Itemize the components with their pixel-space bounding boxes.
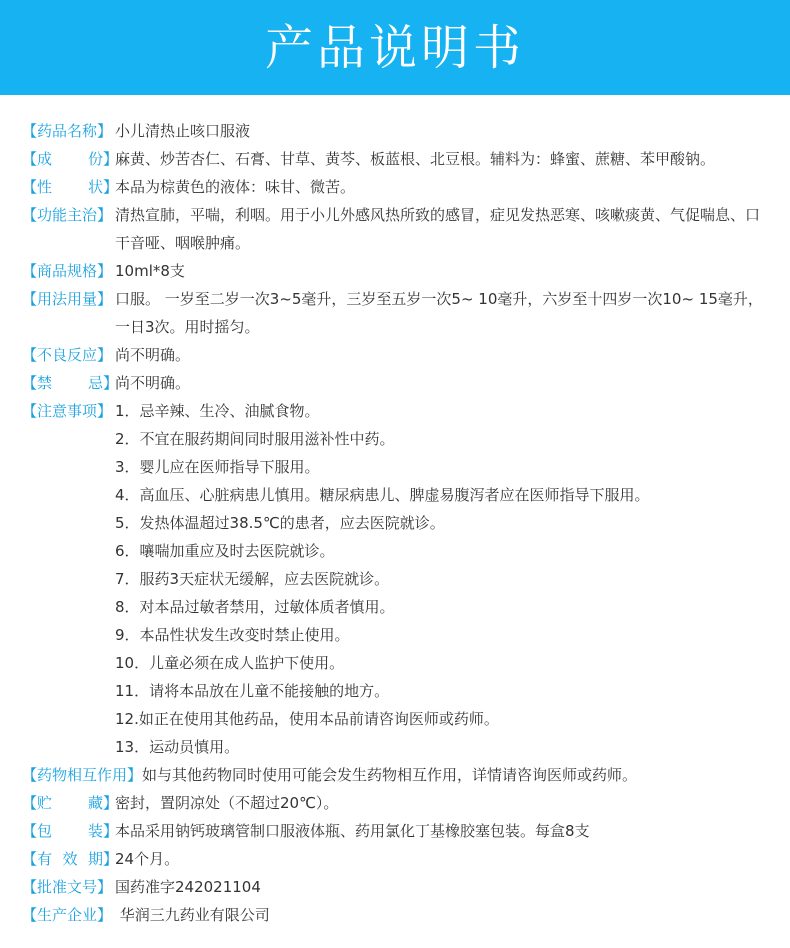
precaution-item: 1．忌辛辣、生冷、油腻食物。 [115, 402, 320, 420]
field-value: 清热宣肺，平喘，利咽。用于小儿外感风热所致的感冒，症见发热恶寒、咳嗽痰黄、气促喘息、口干音哑、咽喉肿痛。 [115, 206, 761, 252]
field-value: 口服。 一岁至二岁一次3~5毫升，三岁至五岁一次5~ 10毫升，六岁至十四岁一次10~ 15毫升，一日3次。用时摇匀。 [115, 290, 763, 336]
label-text [37, 845, 103, 873]
field-precautions [22, 397, 772, 425]
bracket-open: 【 [22, 878, 38, 896]
field-value: 麻黄、炒苦杏仁、石膏、甘草、黄芩、板蓝根、北豆根。辅料为：蜂蜜、蔗糖、苯甲酸钠。 [115, 150, 716, 168]
bracket-close: 】 [97, 878, 113, 896]
bracket-close: 】 [97, 122, 113, 140]
label-text [37, 789, 103, 817]
label-text: 用法用量 [37, 290, 98, 308]
field-label [22, 257, 115, 285]
bracket-open: 【 [22, 150, 38, 168]
precaution-item: 8．对本品过敏者禁用，过敏体质者慎用。 [115, 598, 395, 616]
bracket-close: 】 [103, 822, 119, 840]
bracket-open: 【 [22, 374, 38, 392]
precaution-item: 13．运动员慎用。 [115, 738, 240, 756]
label-char: 性 [37, 178, 53, 196]
label-text: 药物相互作用 [37, 766, 128, 784]
bracket-close: 】 [97, 262, 113, 280]
label-char: 包 [37, 822, 53, 840]
field-manufacturer [22, 901, 772, 929]
field-label [22, 201, 115, 257]
bracket-open: 【 [22, 850, 38, 868]
label-char: 禁 [37, 374, 53, 392]
precaution-item: 3．婴儿应在医师指导下服用。 [115, 458, 320, 476]
field-usage [22, 285, 772, 341]
label-text: 生产企业 [37, 906, 98, 924]
field-storage [22, 789, 772, 817]
bracket-open: 【 [22, 822, 38, 840]
precaution-item: 4．高血压、心脏病患儿慎用。糖尿病患儿、脾虚易腹泻者应在医师指导下服用。 [115, 486, 650, 504]
label-char: 状 [88, 178, 104, 196]
label-text: 批准文号 [37, 878, 98, 896]
header-banner [0, 0, 790, 95]
precaution-item: 7．服药3天症状无缓解，应去医院就诊。 [115, 570, 390, 588]
precautions-list [22, 425, 772, 761]
field-label [22, 117, 115, 145]
bracket-open: 【 [22, 290, 38, 308]
bracket-open: 【 [22, 122, 38, 140]
label-text: 商品规格 [37, 262, 98, 280]
field-value: 本品为棕黄色的液体：味甘、微苦。 [115, 178, 356, 196]
field-label [22, 285, 115, 341]
bracket-close: 】 [97, 402, 113, 420]
label-text [37, 817, 103, 845]
field-value: 24个月。 [115, 850, 180, 868]
bracket-close: 】 [97, 206, 113, 224]
label-text [37, 173, 103, 201]
label-char: 贮 [37, 794, 53, 812]
bracket-open: 【 [22, 402, 38, 420]
field-label [22, 761, 142, 789]
label-text: 不良反应 [37, 346, 98, 364]
precaution-item: 9．本品性状发生改变时禁止使用。 [115, 626, 350, 644]
precaution-item: 2．不宜在服药期间同时服用滋补性中药。 [115, 430, 395, 448]
label-text [37, 369, 103, 397]
label-char: 忌 [88, 374, 104, 392]
field-value: 10ml*8支 [115, 262, 185, 280]
field-drug-name [22, 117, 772, 145]
bracket-close: 】 [103, 374, 119, 392]
page-title: 产品说明书 [264, 19, 525, 76]
field-adverse-reactions [22, 341, 772, 369]
field-interactions [22, 761, 772, 789]
bracket-close: 】 [97, 290, 113, 308]
field-label [22, 397, 115, 425]
bracket-close: 】 [103, 150, 119, 168]
precaution-item: 10．儿童必须在成人监护下使用。 [115, 654, 345, 672]
field-value: 华润三九药业有限公司 [115, 906, 270, 924]
label-char: 成 [37, 150, 53, 168]
precaution-item: 5．发热体温超过38.5℃的患者，应去医院就诊。 [115, 514, 445, 532]
label-char: 期 [87, 850, 103, 868]
bracket-close: 】 [97, 906, 113, 924]
instructions-content [0, 95, 790, 929]
label-char: 藏 [88, 794, 104, 812]
field-label [22, 173, 119, 201]
field-value: 本品采用钠钙玻璃管制口服液体瓶、药用氯化丁基橡胶塞包装。每盒8支 [115, 822, 590, 840]
bracket-close: 】 [103, 178, 119, 196]
label-text: 药品名称 [37, 122, 98, 140]
field-label [22, 873, 115, 901]
field-label [22, 845, 119, 873]
field-value: 国药准字242021104 [115, 878, 261, 896]
bracket-open: 【 [22, 766, 38, 784]
label-char: 份 [88, 150, 104, 168]
field-label [22, 341, 115, 369]
bracket-close: 】 [103, 850, 119, 868]
bracket-open: 【 [22, 178, 38, 196]
field-label [22, 145, 119, 173]
field-package [22, 817, 772, 845]
field-spec [22, 257, 772, 285]
precaution-item: 12.如正在使用其他药品，使用本品前请咨询医师或药师。 [115, 710, 499, 728]
field-value: 密封，置阴凉处（不超过20℃）。 [115, 794, 339, 812]
bracket-close: 】 [97, 346, 113, 364]
label-char: 有 [37, 850, 53, 868]
field-approval [22, 873, 772, 901]
field-validity [22, 845, 772, 873]
precaution-item: 6．嚷喘加重应及时去医院就诊。 [115, 542, 335, 560]
field-value: 小儿清热止咳口服液 [115, 122, 251, 140]
field-indications [22, 201, 772, 257]
bracket-open: 【 [22, 906, 38, 924]
bracket-open: 【 [22, 262, 38, 280]
field-properties [22, 173, 772, 201]
bracket-close: 】 [127, 766, 143, 784]
field-label [22, 369, 119, 397]
label-text [37, 145, 103, 173]
field-label [22, 901, 115, 929]
field-contraindications [22, 369, 772, 397]
bracket-open: 【 [22, 206, 38, 224]
precaution-item: 11．请将本品放在儿童不能接触的地方。 [115, 682, 390, 700]
field-value: 如与其他药物同时使用可能会发生药物相互作用，详情请咨询医师或药师。 [142, 766, 638, 784]
label-char: 装 [88, 822, 104, 840]
label-text: 注意事项 [37, 402, 98, 420]
field-label [22, 789, 119, 817]
field-label [22, 817, 119, 845]
label-text: 功能主治 [37, 206, 98, 224]
bracket-open: 【 [22, 346, 38, 364]
bracket-open: 【 [22, 794, 38, 812]
label-char: 效 [62, 850, 78, 868]
bracket-close: 】 [103, 794, 119, 812]
field-value: 尚不明确。 [115, 374, 191, 392]
field-value: 尚不明确。 [115, 346, 191, 364]
field-ingredients [22, 145, 772, 173]
